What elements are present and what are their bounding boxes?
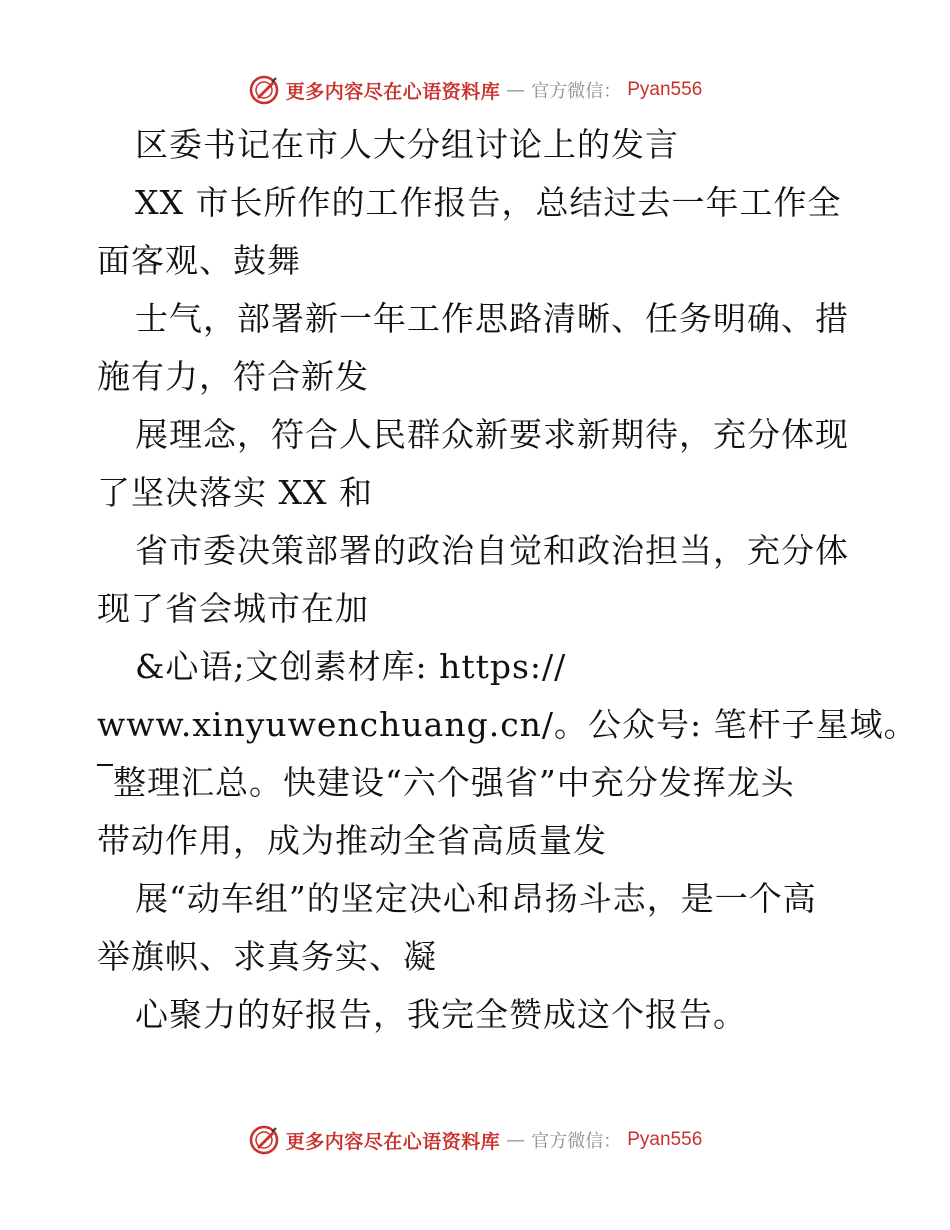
watermark-header: [0, 70, 950, 110]
quill-seal-icon: [248, 1124, 280, 1156]
watermark-footer: [0, 1120, 950, 1160]
watermark-site-text: 更多内容尽在心语资料库: [285, 1130, 501, 1153]
document-body: [97, 116, 918, 1044]
document-title: 区委书记在市人大分组讨论上的发言: [135, 125, 679, 164]
paragraph-line: 士气，部署新一年工作思路清晰、任务明确、措: [135, 299, 849, 338]
paragraph-line-text: 整理汇总。快建设“六个强省”中充分发挥龙头: [113, 763, 795, 802]
paragraph-line: 举旗帜、求真务实、凝: [97, 937, 437, 976]
paragraph-line: XX 市长所作的工作报告，总结过去一年工作全: [135, 183, 842, 222]
watermark-separator: —: [506, 1129, 526, 1151]
paragraph-line: [97, 754, 857, 812]
paragraph-line: 了坚决落实 XX 和: [97, 473, 373, 512]
watermark-wechat-id: Pyan556: [627, 1129, 703, 1150]
watermark-separator: —: [506, 79, 526, 101]
paragraph-line: 省市委决策部署的政治自觉和政治担当，充分体: [135, 531, 849, 570]
paragraph-line: www.xinyuwenchuang.cn/。公众号: 笔杆子星域。: [97, 705, 918, 744]
paragraph-line: 心聚力的好报告，我完全赞成这个报告。: [135, 995, 747, 1034]
paragraph-line: &心语;文创素材库: https://: [135, 647, 567, 686]
watermark-official-label: 官方微信：: [531, 81, 622, 102]
paragraph-line: 现了省会城市在加: [97, 589, 369, 628]
paragraph-line: 带动作用，成为推动全省高质量发: [97, 821, 607, 860]
paragraph-line: 展理念，符合人民群众新要求新期待，充分体现: [135, 415, 849, 454]
paragraph-line: 面客观、鼓舞: [97, 241, 301, 280]
watermark-site-text: 更多内容尽在心语资料库: [285, 80, 501, 103]
quill-seal-icon: [248, 74, 280, 106]
watermark-official-label: 官方微信：: [531, 1131, 622, 1152]
watermark-wechat-id: Pyan556: [627, 79, 703, 100]
paragraph-line: 展“动车组”的坚定决心和昂扬斗志，是一个高: [135, 879, 817, 918]
paragraph-line: 施有力，符合新发: [97, 357, 369, 396]
